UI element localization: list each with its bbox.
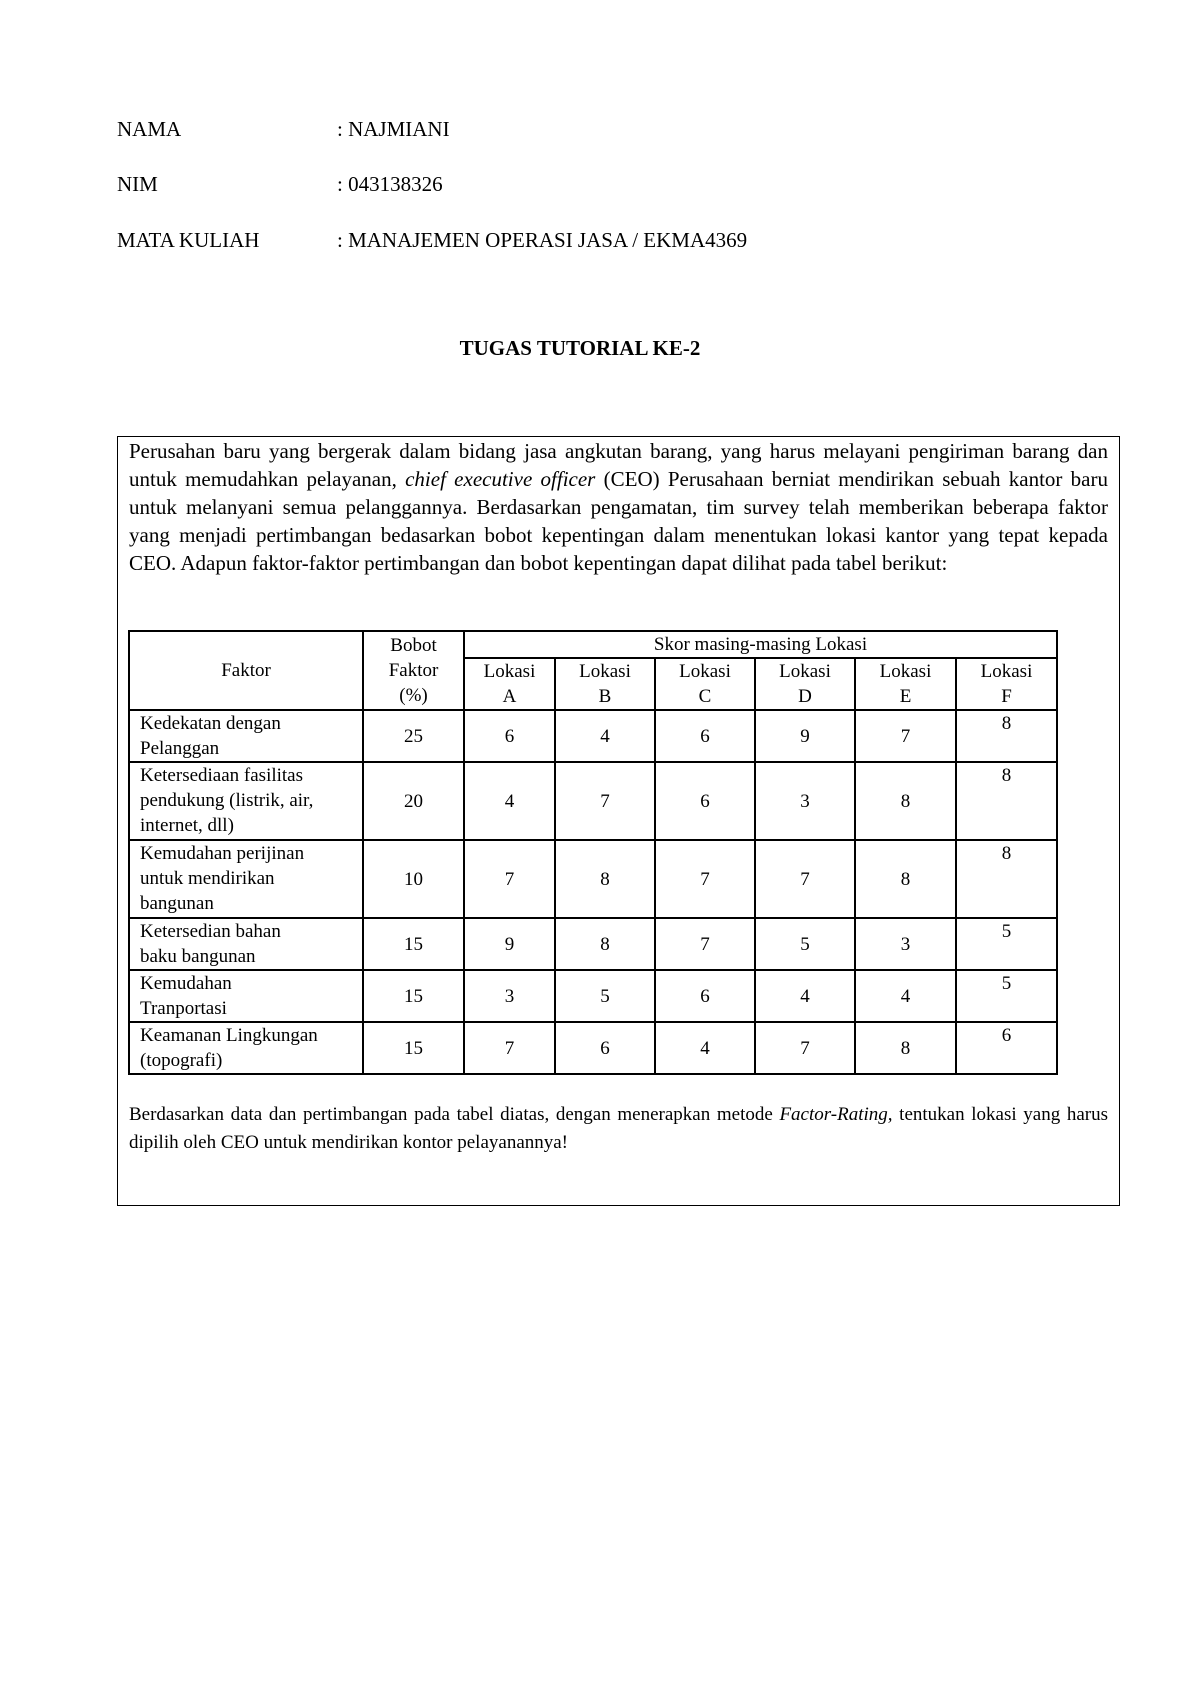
closing-text-start: Berdasarkan data dan pertimbangan pada tabel diatas, dengan menerapkan metode	[129, 1104, 780, 1125]
header-location-letter: A	[502, 686, 517, 707]
score-cell: 6	[464, 710, 555, 762]
header-location	[655, 658, 755, 710]
score-cell: 5	[755, 918, 855, 970]
score-cell: 6	[655, 710, 755, 762]
header-location-label: Lokasi	[980, 661, 1033, 682]
header-location-label: Lokasi	[879, 661, 932, 682]
factor-name-line: bangunan	[140, 893, 214, 914]
score-cell: 7	[464, 840, 555, 918]
factor-name-line: Pelanggan	[140, 738, 220, 759]
closing-text-end: tentukan lokasi yang harus dipilih oleh CEO untuk mendirikan kontor pelayanannya!	[129, 1104, 1108, 1153]
weight-cell: 15	[363, 918, 464, 970]
table-row	[129, 970, 1057, 1022]
score-cell: 7	[464, 1022, 555, 1074]
header-location	[464, 658, 555, 710]
factor-name-line: untuk mendirikan	[140, 868, 275, 889]
document-title: TUGAS TUTORIAL KE-2	[459, 336, 701, 360]
intro-paragraph	[129, 437, 1108, 577]
score-cell: 4	[755, 970, 855, 1022]
nim-label: NIM	[117, 172, 158, 196]
score-cell: 3	[855, 918, 956, 970]
intro-italic-term: chief executive officer	[405, 467, 596, 491]
score-cell: 5	[956, 918, 1057, 970]
score-cell: 5	[956, 970, 1057, 1022]
header-location-letter: F	[1001, 686, 1012, 707]
score-cell: 6	[956, 1022, 1057, 1074]
score-cell: 8	[855, 1022, 956, 1074]
score-cell: 9	[755, 710, 855, 762]
score-cell: 3	[464, 970, 555, 1022]
score-cell: 5	[555, 970, 655, 1022]
weight-cell: 15	[363, 1022, 464, 1074]
header-location-letter: D	[798, 686, 812, 707]
header-weight-line: (%)	[399, 685, 428, 706]
factor-name-line: baku bangunan	[140, 946, 256, 967]
factor-name-line: Kedekatan dengan	[140, 713, 281, 734]
closing-paragraph	[129, 1101, 1108, 1157]
factor-name-line: Tranportasi	[140, 998, 227, 1019]
header-location-label: Lokasi	[679, 661, 731, 682]
name-value: : NAJMIANI	[337, 117, 450, 141]
table-row	[129, 762, 1057, 840]
intro-text-end: (CEO) Perusahaan berniat mendirikan sebuah kantor baru untuk melanyani semua pelanggannya. Berdasarkan pengamatan, tim survey telah memberikan beberapa faktor yang menjadi pertimbangan bedasarkan bobot kepentingan dalam menentukan lokasi kantor yang tepat kepada CEO. Adapun faktor-faktor pertimbangan dan bobot kepentingan dapat dilihat pada tabel berikut:	[129, 467, 1108, 575]
task-box	[117, 436, 1120, 1206]
factor-name-line: Kemudahan perijinan	[140, 843, 305, 864]
weight-cell: 10	[363, 840, 464, 918]
header-location-label: Lokasi	[779, 661, 831, 682]
score-cell: 7	[655, 918, 755, 970]
header-location	[555, 658, 655, 710]
header-location	[755, 658, 855, 710]
factor-rating-table	[128, 630, 1058, 1075]
score-cell: 9	[464, 918, 555, 970]
score-cell: 7	[555, 762, 655, 840]
score-cell: 3	[755, 762, 855, 840]
score-cell: 6	[655, 970, 755, 1022]
table-row	[129, 918, 1057, 970]
score-cell: 4	[655, 1022, 755, 1074]
factor-cell	[129, 840, 363, 918]
score-cell: 4	[555, 710, 655, 762]
score-cell: 8	[855, 840, 956, 918]
score-cell: 4	[855, 970, 956, 1022]
header-location-letter: B	[598, 686, 612, 707]
factor-name-line: Ketersedian bahan	[140, 921, 281, 942]
header-location-label: Lokasi	[483, 661, 536, 682]
header-factor: Faktor	[129, 631, 363, 710]
score-cell: 7	[755, 840, 855, 918]
course-value: : MANAJEMEN OPERASI JASA / EKMA4369	[337, 228, 748, 252]
factor-cell	[129, 710, 363, 762]
score-cell: 7	[755, 1022, 855, 1074]
header-location-label: Lokasi	[579, 661, 631, 682]
table-row	[129, 710, 1057, 762]
header-weight	[363, 631, 464, 710]
factor-name-line: Keamanan Lingkungan	[140, 1025, 318, 1046]
header-location	[855, 658, 956, 710]
factor-name-line: Kemudahan	[140, 973, 232, 994]
score-cell: 6	[655, 762, 755, 840]
table-row	[129, 840, 1057, 918]
course-label: MATA KULIAH	[117, 228, 260, 252]
factor-name-line: pendukung (listrik, air,	[140, 790, 314, 811]
nim-row	[117, 171, 443, 197]
factor-cell	[129, 762, 363, 840]
score-cell: 8	[956, 710, 1057, 762]
header-location-letter: C	[698, 686, 712, 707]
factor-cell	[129, 918, 363, 970]
factor-cell	[129, 1022, 363, 1074]
nim-value: : 043138326	[337, 172, 443, 196]
score-cell: 8	[855, 762, 956, 840]
score-cell: 7	[655, 840, 755, 918]
factor-name-line: (topografi)	[140, 1050, 223, 1071]
score-cell: 8	[555, 918, 655, 970]
weight-cell: 20	[363, 762, 464, 840]
name-label: NAMA	[117, 117, 182, 141]
score-cell: 4	[464, 762, 555, 840]
table-row	[129, 1022, 1057, 1074]
closing-italic-term: Factor-Rating,	[779, 1104, 893, 1125]
header-location-scores: Skor masing-masing Lokasi	[464, 631, 1057, 658]
factor-cell	[129, 970, 363, 1022]
header-location	[956, 658, 1057, 710]
factor-name-line: internet, dll)	[140, 815, 234, 836]
course-row	[117, 227, 747, 253]
score-cell: 8	[555, 840, 655, 918]
header-weight-line: Faktor	[388, 660, 439, 681]
header-location-letter: E	[899, 686, 912, 707]
intro-text-start: Perusahan baru yang bergerak dalam bidang jasa angkutan barang, yang harus melayani pengiriman barang dan untuk memudahkan pelayanan,	[129, 439, 1108, 491]
factor-name-line: Ketersediaan fasilitas	[140, 765, 304, 786]
score-cell: 8	[956, 840, 1057, 918]
name-row	[117, 116, 450, 142]
score-cell: 8	[956, 762, 1057, 840]
score-cell: 6	[555, 1022, 655, 1074]
weight-cell: 15	[363, 970, 464, 1022]
header-weight-line: Bobot	[390, 635, 437, 656]
weight-cell: 25	[363, 710, 464, 762]
score-cell: 7	[855, 710, 956, 762]
